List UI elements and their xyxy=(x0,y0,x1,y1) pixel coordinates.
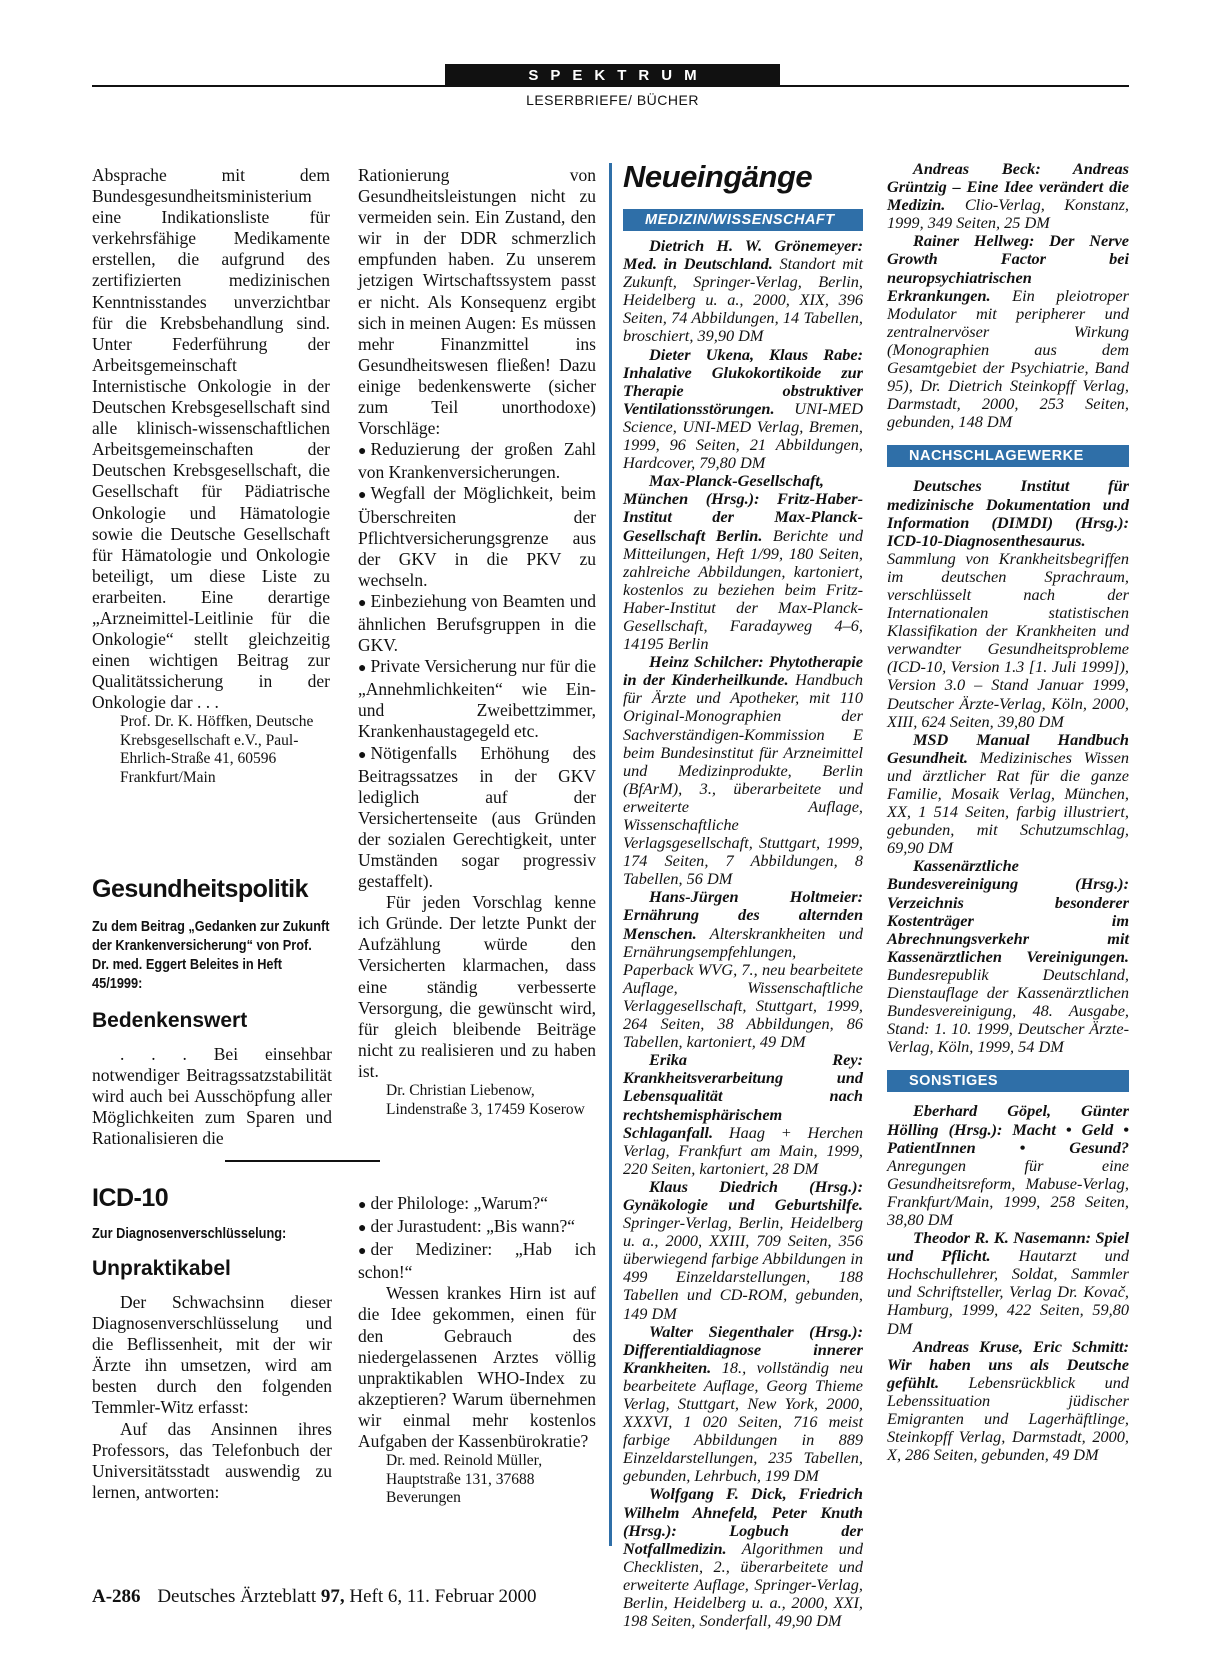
category-sonstiges: SONSTIGES xyxy=(887,1070,1129,1092)
letter-title: Bedenkenswert xyxy=(92,1009,248,1032)
book-entry: Dieter Ukena, Klaus Rabe: Inhalative Glukokortikoide zur Therapie obstruktiver Ventilationsstörungen. UNI-MED Science, UNI-MED Verlag, Bremen, 1999, 96 Seiten, 21 Abbildungen, Hardcover, 79,80 DM xyxy=(623,344,863,473)
letter-title: Unpraktikabel xyxy=(92,1257,231,1280)
column-2 xyxy=(358,165,596,1119)
bullet-icon: ● xyxy=(358,747,367,763)
section-intro: Zur Diagnosenverschlüsselung: xyxy=(92,1226,287,1242)
icd10-continued xyxy=(358,1193,596,1508)
section-intro: Zu dem Beitrag „Gedanken zur Zukunft der Krankenversicherung“ von Prof. Dr. med. Eggert Beleites in Heft 45/1999: xyxy=(92,919,330,992)
book-entry: Walter Siegenthaler (Hrsg.): Differentialdiagnose innerer Krankheiten. 18., vollständig neu bearbeitete Auflage, Georg Thieme Verlag, Stuttgart, New York, 2000, XXXVI, 1 020 Seiten, 716 meist farbige Abbildungen in 889 Einzeldarstellungen, 235 Tabellen, gebunden, Lehrbuch, 199 DM xyxy=(623,1321,863,1486)
section-title: ICD-10 xyxy=(92,1184,169,1212)
bullet-icon: ● xyxy=(358,1244,367,1260)
book-entry: Andreas Beck: Andreas Grüntzig – Eine Idee verändert die Medizin. Clio-Verlag, Konstanz, 1999, 349 Seiten, 25 DM xyxy=(887,159,1129,233)
journal-issue: Heft 6, 11. Februar 2000 xyxy=(349,1586,537,1607)
list-item: ● der Jurastudent: „Bis wann?“ xyxy=(358,1216,596,1239)
list-item: ● Reduzierung der großen Zahl von Krankenversicherungen. xyxy=(358,439,596,483)
letter-text: Wessen krankes Hirn ist auf die Idee gekommen, einen für den Gebrauch des niedergelassenen Arztes völlig unpraktikablen WHO-Index zu akzeptieren? Warum übernehmen wir einmal mehr kostenlos Aufgaben der Kassenbürokratie? xyxy=(358,1283,596,1452)
list-item: ● Einbeziehung von Beamten und ähnlichen Berufsgruppen in die GKV. xyxy=(358,590,596,656)
neueingaenge-title: Neueingänge xyxy=(623,159,813,194)
column-1 xyxy=(92,165,330,787)
bullet-icon: ● xyxy=(358,1221,367,1237)
list-item: ● Private Versicherung nur für die „Annehmlichkeiten“ wie Ein- und Zweibettzimmer, Krankenhaustagegeld etc. xyxy=(358,656,596,742)
letter-signature: Dr. Christian Liebenow, Lindenstraße 3, 17459 Koserow xyxy=(386,1082,585,1118)
bullet-icon: ● xyxy=(358,444,367,460)
letter-text: Der Schwachsinn dieser Diagnosenverschlüsselung und die Beflissenheit, mit der wir Ärzte ihn umsetzen, wird am besten durch den folgenden Temmler-Witz erfasst: xyxy=(92,1292,332,1418)
page-footer xyxy=(92,1586,537,1608)
bullet-icon: ● xyxy=(358,595,367,611)
list-item: ● der Philologe: „Warum?“ xyxy=(358,1193,596,1216)
book-entry: Eberhard Göpel, Günter Hölling (Hrsg.): Macht • Geld • PatientInnen • Gesund? Anregungen für eine Gesundheitsreform, Mabuse-Verlag, Frankfurt/Main, 1999, 258 Seiten, 38,80 DM xyxy=(887,1101,1129,1229)
section-icd10 xyxy=(92,1183,332,1503)
letter-text: Rationierung von Gesundheitsleistungen nicht zu vermeiden sein. Ein Zustand, den wir in der DDR schmerzlich empfunden haben. Zu unserem jetzigen Wirtschaftssystem passt er nicht. Als Konsequenz ergibt sich in meinen Augen: Es müssen mehr Finanzmittel ins Gesundheitswesen fließen! Dazu einige bedenkenswerte (sicher zum Teil unorthodoxe) Vorschläge: xyxy=(358,165,596,439)
list-item: ● Nötigenfalls Erhöhung des Beitragssatzes in der GKV lediglich auf der Versichertenseite (aus Gründen der sozialen Gerechtigkeit, unter Umständen sogar progressiv gestaffelt). xyxy=(358,742,596,892)
bullet-icon: ● xyxy=(358,488,367,504)
book-entry: Erika Rey: Krankheitsverarbeitung und Lebensqualität nach rechtshemisphärischem Schlaganfall. Haag + Herchen Verlag, Frankfurt am Main, 1999, 220 Seiten, kartoniert, 28 DM xyxy=(623,1050,863,1178)
book-entry: Andreas Kruse, Eric Schmitt: Wir haben uns als Deutsche gefühlt. Lebensrückblick und Lebenssituation jüdischer Emigranten und Lagerhäftlinge, Steinkopff Verlag, Darmstadt, 2000, X, 286 Seiten, gebunden, 49 DM xyxy=(887,1336,1129,1465)
journal-name: Deutsches Ärzteblatt xyxy=(157,1586,317,1607)
book-entry: Heinz Schilcher: Phytotherapie in der Kinderheilkunde. Handbuch für Ärzte und Apotheker, mit 110 Original-Monographien der Sachverständigen-Kommission E beim Bundesinstitut für Arzneimittel und Medizinprodukte, Berlin (BfArM), 3., überarbeitete und erweiterte Auflage, Wissenschaftliche Verlagsgesellschaft, Stuttgart, 1999, 174 Seiten, 7 Abbildungen, 8 Tabellen, 56 DM xyxy=(623,652,863,889)
section-banner: SPEKTRUM xyxy=(445,64,780,87)
book-entry: Deutsches Institut für medizinische Dokumentation und Information (DIMDI) (Hrsg.): ICD-10-Diagnosenthesaurus. Sammlung von Krankheitsbegriffen im deutschen Sprachraum, verschlüsselt nach der Internationalen statistischen Klassifikation der Krankheiten und verwandter Gesundheitsprobleme (ICD-10, Version 1.3 [1. Juli 1999]), Version 3.0 – Stand Januar 1999, Deutscher Ärzte-Verlag, Köln, 2000, XIII, 624 Seiten, 39,80 DM xyxy=(887,476,1129,731)
book-entry: Max-Planck-Gesellschaft, München (Hrsg.): Fritz-Haber-Institut der Max-Planck-Gesellschaft Berlin. Berichte und Mitteilungen, Heft 1/99, 180 Seiten, zahlreiche Abbildungen, kartoniert, kostenlos zu beziehen beim Fritz-Haber-Institut der Max-Planck-Gesellschaft, Faradayweg 4–6, 14195 Berlin xyxy=(623,471,863,654)
subsection-label: LESERBRIEFE/ BÜCHER xyxy=(526,92,699,108)
book-entry: Dietrich H. W. Grönemeyer: Med. in Deutschland. Standort mit Zukunft, Springer-Verlag, Berlin, Heidelberg u. a., 2000, XIX, 396 Seiten, 74 Abbildungen, 14 Tabellen, broschiert, 39,90 DM xyxy=(623,236,863,346)
list-item: ● der Mediziner: „Hab ich schon!“ xyxy=(358,1239,596,1283)
bullet-icon: ● xyxy=(358,661,367,677)
book-entry: MSD Manual Handbuch Gesundheit. Medizinisches Wissen und ärztlicher Rat für die ganze Familie, Mosaik Verlag, München, XX, 1 514 Seiten, farbig illustriert, gebunden, mit Schutzumschlag, 69,90 DM xyxy=(887,729,1129,858)
section-gesundheitspolitik xyxy=(92,874,332,1149)
neueingaenge-column-1 xyxy=(623,157,863,1630)
book-entry: Klaus Diedrich (Hrsg.): Gynäkologie und Geburtshilfe. Springer-Verlag, Berlin, Heidelberg u. a., 2000, XXIII, 709 Seiten, 356 überwiegend farbige Abbildungen in 499 Einzeldarstellungen, 188 Tabellen und CD-ROM, gebunden, 149 DM xyxy=(623,1176,863,1323)
letter-text: Absprache mit dem Bundesgesundheitsministerium eine Indikationsliste für verkehrsfähige Medikamente erstellen, die aufgrund des zertifizierten medizinischen Kenntnisstandes unverzichtbar für die Krebsbehandlung sind. Unter Federführung der Arbeitsgemeinschaft Internistische Onkologie in der Deutschen Krebsgesellschaft sind alle klinisch-wissenschaftlichen Arbeitsgemeinschaften der Deutschen Krebsgesellschaft, die Gesellschaft für Pädiatrische Onkologie und Hämatologie sowie die Deutsche Gesellschaft für Hämatologie und Onkologie beteiligt, um diese Liste zu erarbeiten. Eine derartige „Arzneimittel-Leitlinie für die Onkologie“ stellt gleichzeitig einen wichtigen Beitrag zur Qualitätssicherung in der Onkologie dar . . . xyxy=(92,165,330,713)
journal-volume: 97, xyxy=(320,1586,345,1607)
neueingaenge-column-2 xyxy=(887,160,1129,1464)
book-entry: Wolfgang F. Dick, Friedrich Wilhelm Ahnefeld, Peter Knuth (Hrsg.): Logbuch der Notfallmedizin. Algorithmen und Checklisten, 2., überarbeitete und erweiterte Auflage, Springer-Verlag, Berlin, Heidelberg u. a., 2000, XXI, 198 Seiten, Sonderfall, 49,90 DM xyxy=(623,1484,863,1631)
letter-text: . . . Bei einsehbar notwendiger Beitragssatzstabilität wird auch bei Ausschöpfung aller Möglichkeiten zum Sparen und Rationalisieren die xyxy=(92,1044,332,1149)
divider xyxy=(225,1160,380,1162)
column-rule xyxy=(609,163,612,1546)
category-nachschlagewerke: NACHSCHLAGEWERKE xyxy=(887,445,1129,467)
book-entry: Hans-Jürgen Holtmeier: Ernährung des alternden Menschen. Alterskrankheiten und Ernährungsempfehlungen, Paperback WVG, 7., neu bearbeitete Auflage, Wissenschaftliche Verlaggesellschaft, Stuttgart, 1999, 264 Seiten, 38 Abbildungen, 86 Tabellen, kartoniert, 49 DM xyxy=(623,887,863,1052)
list-item: ● Wegfall der Möglichkeit, beim Überschreiten der Pflichtversicherungsgrenze aus der GKV in die PKV zu wechseln. xyxy=(358,483,596,590)
category-medizin: MEDIZIN/WISSENSCHAFT xyxy=(623,209,863,231)
book-entry: Rainer Hellweg: Der Nerve Growth Factor bei neuropsychiatrischen Erkrankungen. Ein pleiotroper Modulator mit peripherer und zentralnervöser Wirkung (Monographien aus dem Gesamtgebiet der Psychiatrie, Band 95), Dr. Dietrich Steinkopff Verlag, Darmstadt, 2000, 253 Seiten, gebunden, 148 DM xyxy=(887,231,1129,432)
book-entry: Theodor R. K. Nasemann: Spiel und Pflicht. Hautarzt und Hochschullehrer, Soldat, Sammler und Schriftsteller, Verlag Dr. Kovač, Hamburg, 1999, 422 Seiten, 59,80 DM xyxy=(887,1228,1129,1338)
letter-signature: Dr. med. Reinold Müller, Hauptstraße 131, 37688 Beverungen xyxy=(386,1452,543,1507)
letter-signature: Prof. Dr. K. Höffken, Deutsche Krebsgesellschaft e.V., Paul-Ehrlich-Straße 41, 60596 Frankfurt/Main xyxy=(120,713,314,786)
page-number: A-286 xyxy=(92,1586,141,1607)
book-entry: Kassenärztliche Bundesvereinigung (Hrsg.): Verzeichnis besonderer Kostenträger im Abrechnungsverkehr mit Kassenärztlichen Vereinigungen. Bundesrepublik Deutschland, Dienstauflage der Kassenärztlichen Bundesvereinigung, 48. Ausgabe, Stand: 1. 10. 1999, Deutscher Ärzte-Verlag, Köln, 1999, 54 DM xyxy=(887,856,1129,1057)
bullet-icon: ● xyxy=(358,1198,367,1213)
letter-text: Auf das Ansinnen ihres Professors, das Telefonbuch der Universitätsstadt auswendig zu lernen, antworten: xyxy=(92,1418,332,1502)
letter-text: Für jeden Vorschlag kenne ich Gründe. Der letzte Punkt der Aufzählung würde den Versicherten klarmachen, dass eine ständig verbesserte Versorgung, die gewünscht wird, für gleich bleibende Beiträge nicht zu realisieren und zu haben ist. xyxy=(358,892,596,1081)
section-title: Gesundheitspolitik xyxy=(92,875,309,903)
